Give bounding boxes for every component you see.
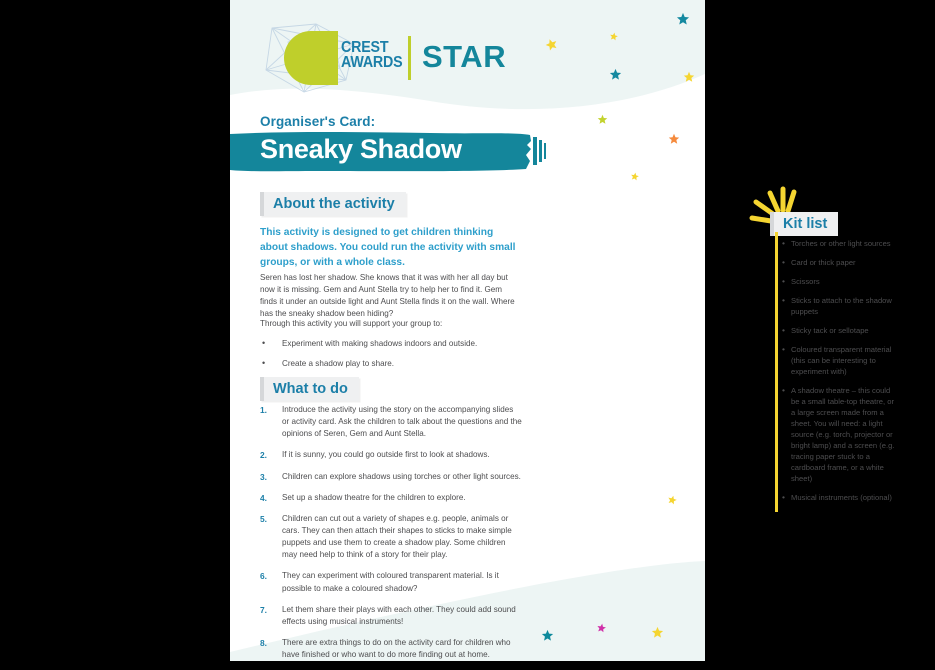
step-number: 6.: [260, 571, 267, 582]
list-item: • Musical instruments (optional): [782, 492, 900, 503]
kit-list-heading-chip: [770, 212, 838, 236]
list-item: [260, 570, 522, 594]
step-number: 7.: [260, 604, 267, 615]
list-item: • A shadow theatre – this could be a small table-top theatre, or a large screen made from a sheet. You will need: a light source (e.g. torch, projector or bright lamp) and a screen (e.g. tracing paper stuck to a cardboard frame, or a white sheet): [782, 385, 900, 484]
title-banner: [230, 131, 555, 173]
step-number: 2.: [260, 450, 267, 461]
page-title: Sneaky Shadow: [260, 134, 462, 164]
star-icon: [630, 167, 640, 177]
what-to-do-heading-chip: [260, 377, 359, 401]
list-item: [260, 449, 522, 461]
logo-star-text: STAR: [422, 39, 507, 74]
list-item: • Sticky tack or sellotape: [782, 325, 900, 336]
list-item: • Experiment with making shadows indoors and outside.: [260, 338, 518, 350]
step-text: Set up a shadow theatre for the children to explore.: [282, 492, 466, 502]
star-icon: [683, 70, 695, 82]
list-item: • Torches or other light sources: [782, 238, 900, 249]
star-icon: [651, 626, 664, 639]
about-heading-chip: [260, 192, 406, 216]
star-icon: [609, 27, 619, 37]
about-paragraph-1: Seren has lost her shadow. She knows that it was with her all day but now it is missing. Gem and Aunt Stella try to help her to find it. Gem finds it under an outside light and Aunt Stella finds it on the wall. Where has the sneaky shadow been hiding?: [260, 273, 515, 319]
what-to-do-step-list: [260, 404, 522, 670]
about-heading-text: About the activity: [273, 196, 395, 212]
about-bullet-list: [260, 330, 518, 370]
list-item: • Sticks to attach to the shadow puppets: [782, 295, 900, 317]
star-icon: [596, 619, 608, 631]
list-item: [260, 604, 522, 628]
list-item: [260, 471, 522, 483]
star-icon: [667, 491, 679, 503]
about-paragraph-2: Through this activity you will support your group to:: [260, 319, 443, 328]
kit-list-accent-rule: [775, 232, 778, 512]
kit-list: [782, 238, 900, 511]
list-item: [260, 513, 522, 562]
step-text: There are extra things to do on the activity card for children who have finished or who want to do more finding out at home.: [282, 637, 511, 660]
step-number: 5.: [260, 513, 267, 524]
star-icon: [541, 629, 554, 642]
logo-crest-awards-text: [341, 40, 408, 70]
what-to-do-heading-text: What to do: [273, 381, 348, 397]
step-number: 3.: [260, 471, 267, 482]
step-text: If it is sunny, you could go outside first to look at shadows.: [282, 450, 490, 460]
star-icon: [668, 132, 680, 144]
list-item: • Scissors: [782, 276, 900, 287]
crest-awards-star-logo: [258, 22, 507, 94]
card-kicker: Organiser's Card:: [260, 114, 376, 129]
list-item: • Card or thick paper: [782, 257, 900, 268]
step-number: 8.: [260, 637, 267, 648]
kit-list-heading-text: Kit list: [783, 216, 828, 232]
logo-divider: [408, 36, 411, 80]
star-icon: [676, 12, 690, 26]
star-icon: [597, 112, 608, 123]
crest-c-mark-icon: [284, 31, 338, 85]
organiser-card-page: [230, 0, 895, 661]
step-text: Children can cut out a variety of shapes e.g. people, animals or cars. They can then attach their shapes to sticks to make simple puppets and use them to create a shadow play. Some children may need help to think of a story for their play.: [282, 513, 512, 560]
list-item: • Create a shadow play to share.: [260, 358, 518, 370]
step-text: Introduce the activity using the story on the accompanying slides or activity card. Ask the children to talk about the questions and the opinions of Seren, Gem and Aunt Stella.: [282, 405, 522, 439]
step-text: Children can explore shadows using torches or other light sources.: [282, 471, 521, 481]
step-number: 1.: [260, 405, 267, 415]
list-item: [260, 492, 522, 504]
step-number: 4.: [260, 492, 267, 503]
step-text: They can experiment with coloured transparent material. Is it possible to make a coloured shadow?: [282, 571, 499, 593]
logo-crest-line2: AWARDS: [341, 54, 403, 72]
about-intro-text: This activity is designed to get children thinking about shadows. You could run the activity with small groups, or with a whole class.: [260, 227, 516, 269]
step-text: Let them share their plays with each other. They could add sound effects using musical instruments!: [282, 604, 516, 626]
logo-crest-line1: CREST: [341, 39, 389, 56]
star-icon: [609, 68, 622, 81]
list-item: [260, 404, 522, 440]
list-item: • Coloured transparent material (this can be interesting to experiment with): [782, 344, 900, 377]
list-item: [260, 637, 522, 661]
